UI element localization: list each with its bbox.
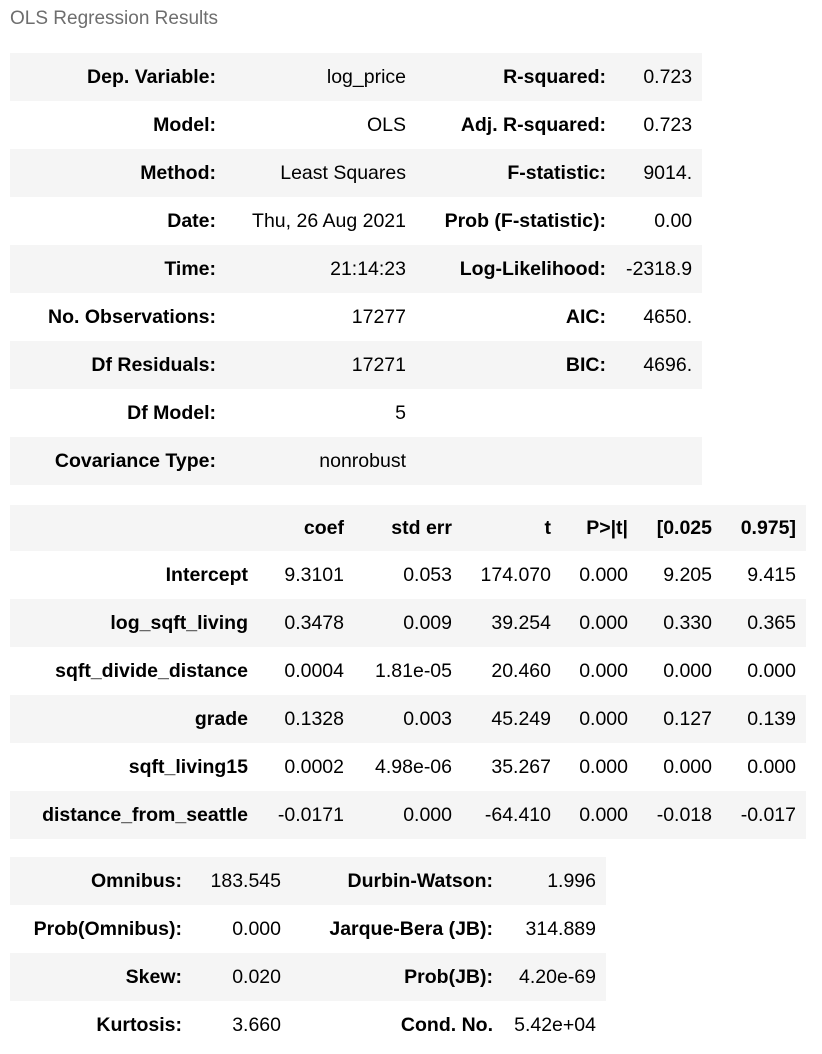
- summary-label: No. Observations:: [48, 305, 216, 328]
- diagnostics-table: [10, 857, 606, 1049]
- ci-upper-value: 0.365: [747, 611, 796, 634]
- std-err-value: 0.000: [403, 803, 452, 826]
- summary-value: Least Squares: [280, 161, 406, 184]
- table-caption: OLS Regression Results: [10, 8, 219, 29]
- summary-value: 0.723: [643, 65, 693, 88]
- summary-value: 17277: [351, 305, 406, 328]
- summary-row: [10, 53, 702, 101]
- summary-label: Method:: [140, 161, 216, 184]
- t-value: 45.249: [491, 707, 551, 730]
- summary-value: 9014.: [643, 161, 693, 184]
- diagnostics-value: 4.20e-69: [519, 965, 596, 988]
- summary-row: [10, 293, 702, 341]
- diagnostics-value: 183.545: [210, 869, 281, 892]
- std-err-value: 0.003: [403, 707, 452, 730]
- diagnostics-label: Omnibus:: [91, 869, 182, 892]
- coef-row: [10, 791, 806, 839]
- coef-value: -0.0171: [277, 803, 344, 826]
- coef-value: 9.3101: [284, 563, 344, 586]
- coef-row: [10, 743, 806, 791]
- ci-lower-value: 0.330: [663, 611, 712, 634]
- coef-row: [10, 551, 806, 599]
- variable-name: log_sqft_living: [110, 611, 248, 634]
- variable-name: sqft_divide_distance: [55, 659, 248, 682]
- coef-value: 0.3478: [284, 611, 344, 634]
- coef-value: 0.1328: [284, 707, 344, 730]
- ci-lower-value: 0.127: [663, 707, 712, 730]
- summary-label: Covariance Type:: [54, 449, 216, 472]
- coefficient-table: [10, 505, 806, 839]
- ci-upper-value: 9.415: [747, 563, 796, 586]
- summary-row: [10, 389, 702, 437]
- summary-value: 4696.: [643, 353, 693, 376]
- summary-value: 0.00: [654, 209, 693, 232]
- ci-upper-value: -0.017: [740, 803, 796, 826]
- coef-row: [10, 599, 806, 647]
- ci-upper-value: 0.000: [747, 755, 796, 778]
- column-header: 0.975]: [740, 516, 796, 539]
- summary-value: 17271: [351, 353, 406, 376]
- diagnostics-value: 1.996: [547, 869, 596, 892]
- diagnostics-label: Skew:: [125, 965, 182, 988]
- model-summary-table: [10, 53, 702, 485]
- p-value: 0.000: [579, 707, 628, 730]
- summary-value: OLS: [366, 113, 406, 136]
- diagnostics-value: 0.000: [232, 917, 281, 940]
- diagnostics-label: Prob(JB):: [404, 965, 493, 988]
- diagnostics-label: Jarque-Bera (JB):: [329, 917, 493, 940]
- summary-value: log_price: [326, 65, 406, 88]
- table-header-row: [10, 505, 806, 551]
- summary-value: 4650.: [643, 305, 693, 328]
- ci-lower-value: 0.000: [663, 659, 712, 682]
- summary-row: [10, 101, 702, 149]
- summary-label: Df Model:: [127, 401, 216, 424]
- diagnostics-value: 5.42e+04: [514, 1013, 596, 1036]
- summary-row: [10, 341, 702, 389]
- diagnostics-row: [10, 953, 606, 1001]
- summary-value: 5: [395, 401, 406, 424]
- ci-lower-value: -0.018: [656, 803, 712, 826]
- summary-label: Adj. R-squared:: [460, 113, 606, 136]
- column-header: t: [544, 516, 551, 539]
- ci-lower-value: 9.205: [663, 563, 712, 586]
- variable-name: grade: [194, 707, 248, 730]
- variable-name: sqft_living15: [128, 755, 248, 778]
- summary-row: [10, 245, 702, 293]
- p-value: 0.000: [579, 755, 628, 778]
- t-value: -64.410: [484, 803, 551, 826]
- summary-value: Thu, 26 Aug 2021: [252, 209, 406, 232]
- coef-value: 0.0002: [284, 755, 344, 778]
- summary-label: [416, 389, 616, 437]
- summary-label: BIC:: [565, 353, 606, 376]
- column-header: P>|t|: [586, 516, 628, 539]
- t-value: 174.070: [480, 563, 551, 586]
- summary-label: AIC:: [565, 305, 606, 328]
- std-err-value: 0.053: [403, 563, 452, 586]
- diagnostics-label: Prob(Omnibus):: [33, 917, 182, 940]
- column-header: [10, 505, 258, 551]
- summary-label: [416, 437, 616, 485]
- summary-value: 0.723: [643, 113, 693, 136]
- column-header: coef: [303, 516, 344, 539]
- summary-row: [10, 437, 702, 485]
- column-header: [0.025: [656, 516, 712, 539]
- summary-value: -2318.9: [626, 257, 693, 280]
- std-err-value: 4.98e-06: [375, 755, 452, 778]
- summary-label: Dep. Variable:: [87, 65, 216, 88]
- diagnostics-value: 3.660: [232, 1013, 281, 1036]
- diagnostics-row: [10, 857, 606, 905]
- coef-row: [10, 647, 806, 695]
- summary-value: 21:14:23: [330, 257, 406, 280]
- p-value: 0.000: [579, 611, 628, 634]
- summary-row: [10, 149, 702, 197]
- std-err-value: 1.81e-05: [375, 659, 452, 682]
- summary-label: Df Residuals:: [91, 353, 216, 376]
- coef-value: 0.0004: [284, 659, 344, 682]
- summary-label: R-squared:: [503, 65, 606, 88]
- coef-row: [10, 695, 806, 743]
- diagnostics-label: Durbin-Watson:: [347, 869, 493, 892]
- variable-name: distance_from_seattle: [42, 803, 248, 826]
- summary-row: [10, 197, 702, 245]
- summary-label: Time:: [164, 257, 216, 280]
- ci-lower-value: 0.000: [663, 755, 712, 778]
- p-value: 0.000: [579, 659, 628, 682]
- summary-value: nonrobust: [319, 449, 406, 472]
- diagnostics-value: 314.889: [525, 917, 596, 940]
- ci-upper-value: 0.000: [747, 659, 796, 682]
- p-value: 0.000: [579, 803, 628, 826]
- summary-label: F-statistic:: [507, 161, 606, 184]
- t-value: 35.267: [491, 755, 551, 778]
- summary-label: Model:: [153, 113, 216, 136]
- summary-label: Date:: [167, 209, 216, 232]
- t-value: 39.254: [491, 611, 551, 634]
- diagnostics-value: 0.020: [232, 965, 281, 988]
- p-value: 0.000: [579, 563, 628, 586]
- summary-value: [616, 389, 702, 437]
- column-header: std err: [391, 516, 452, 539]
- summary-label: Prob (F-statistic):: [444, 209, 606, 232]
- diagnostics-label: Kurtosis:: [96, 1013, 182, 1036]
- ci-upper-value: 0.139: [747, 707, 796, 730]
- t-value: 20.460: [491, 659, 551, 682]
- std-err-value: 0.009: [403, 611, 452, 634]
- diagnostics-row: [10, 1001, 606, 1049]
- summary-label: Log-Likelihood:: [459, 257, 606, 280]
- diagnostics-row: [10, 905, 606, 953]
- diagnostics-label: Cond. No.: [400, 1013, 493, 1036]
- summary-value: [616, 437, 702, 485]
- variable-name: Intercept: [165, 563, 248, 586]
